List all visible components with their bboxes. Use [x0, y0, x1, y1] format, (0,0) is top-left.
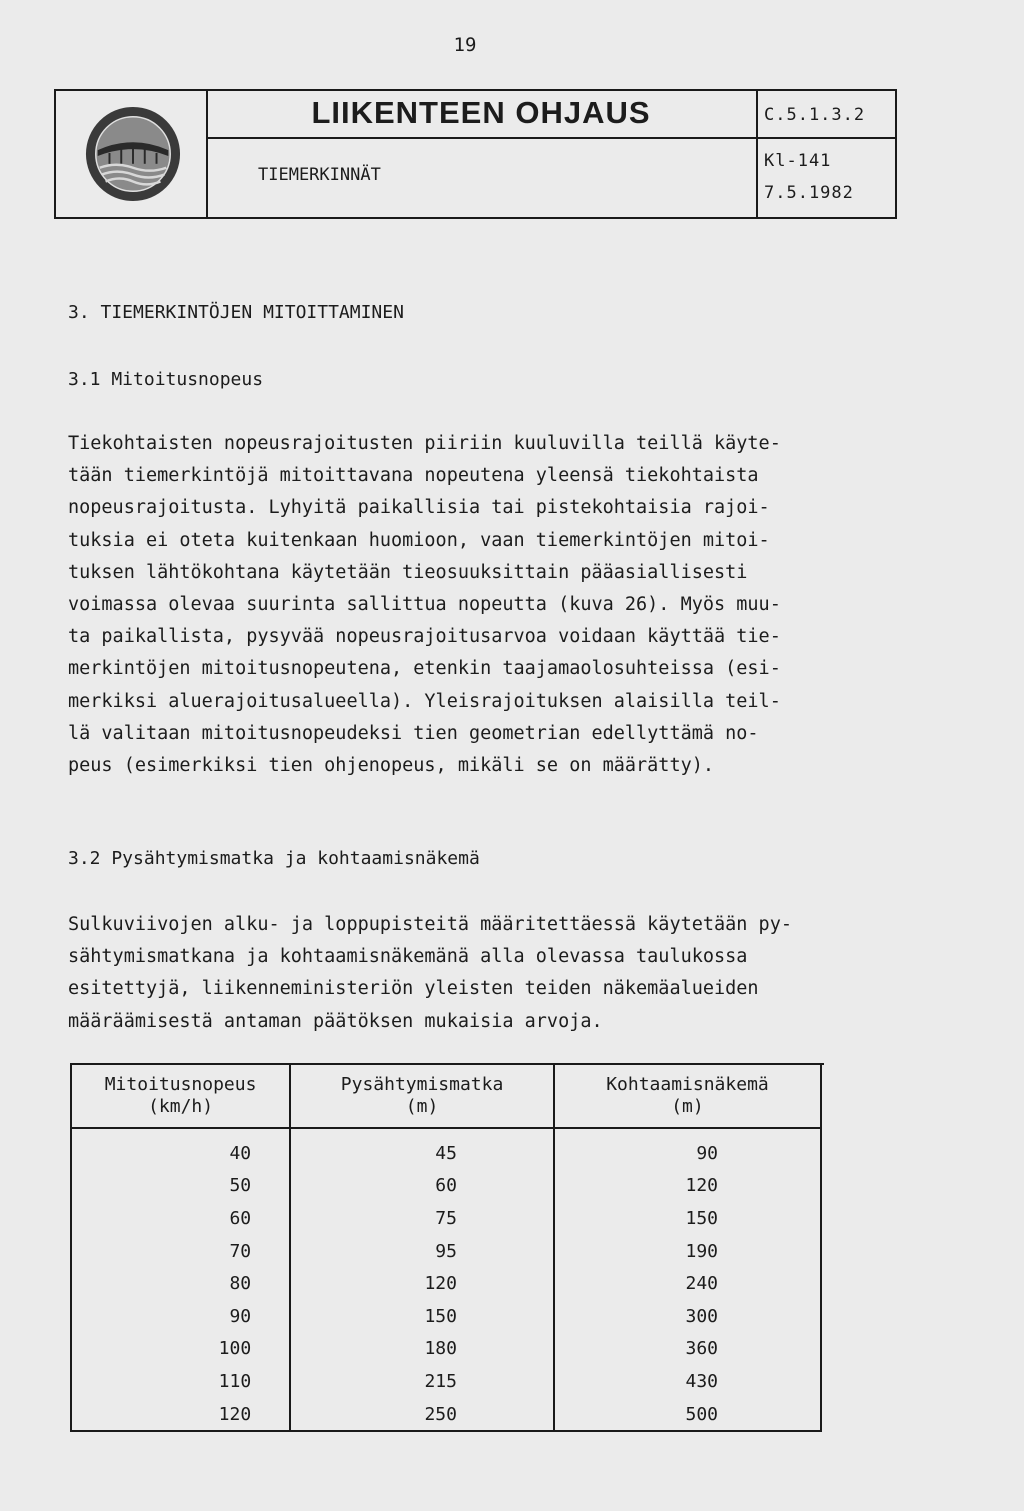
table-row — [71, 1128, 821, 1170]
reference-cell — [756, 137, 896, 219]
cell-speed: 120 — [71, 1398, 290, 1432]
cell-stopping: 45 — [290, 1128, 554, 1170]
table-row — [71, 1267, 821, 1300]
cell-speed: 40 — [71, 1128, 290, 1170]
cell-stopping: 215 — [290, 1365, 554, 1398]
document-date: 7.5.1982 — [764, 183, 854, 203]
subsection-heading-3-1: 3.1 Mitoitusnopeus — [68, 369, 264, 390]
cell-stopping: 150 — [290, 1300, 554, 1333]
cell-stopping: 120 — [290, 1267, 554, 1300]
paragraph-3-1: Tiekohtaisten nopeusrajoitusten piiriin kuuluvilla teillä käyte- tään tiemerkintöjä mitoittavana nopeutena yleensä tiekohtaista nopeusrajoitusta. Lyhyitä paikallisia tai pistekohtaisia rajoi- tuksia ei oteta kuitenkaan huomioon, vaan tiemerkintöjen mitoi- tuksen lähtökohtana käytetään tieosuuksittain pääasiallisesti voimassa olevaa suurinta sallittua nopeutta (kuva 26). Myös muu- ta paikallista, pysyvää nopeusrajoitusarvoa voidaan käyttää tie- merkintöjen mitoitusnopeutena, etenkin taajamaolosuhteissa (esi- merkiksi aluerajoitusalueella). Yleisrajoituksen alaisilla teil- lä valitaan mitoitusnopeudeksi tien geometrian edellyttämä no- peus (esimerkiksi tien ohjenopeus, mikäli se on määrätty). — [68, 433, 781, 777]
header-speed: Mitoitusnopeus (km/h) — [71, 1065, 290, 1128]
table-row — [71, 1170, 821, 1203]
cell-stopping: 180 — [290, 1333, 554, 1366]
table-row — [71, 1300, 821, 1333]
cell-speed: 50 — [71, 1170, 290, 1203]
cell-speed: 90 — [71, 1300, 290, 1333]
cell-speed: 110 — [71, 1365, 290, 1398]
cell-meeting: 430 — [554, 1365, 821, 1398]
subsection-heading-3-2: 3.2 Pysähtymismatka ja kohtaamisnäkemä — [68, 848, 480, 869]
cell-meeting: 90 — [554, 1128, 821, 1170]
table-row — [71, 1333, 821, 1366]
document-subtitle: TIEMERKINNÄT — [258, 165, 381, 185]
section-heading: 3. TIEMERKINTÖJEN MITOITTAMINEN — [68, 302, 404, 323]
document-reference: Kl-141 — [764, 151, 832, 171]
cell-speed: 80 — [71, 1267, 290, 1300]
cell-stopping: 75 — [290, 1202, 554, 1235]
cell-meeting: 150 — [554, 1202, 821, 1235]
cell-meeting: 360 — [554, 1333, 821, 1366]
cell-speed: 100 — [71, 1333, 290, 1366]
table-row — [71, 1365, 821, 1398]
cell-meeting: 240 — [554, 1267, 821, 1300]
cell-speed: 70 — [71, 1235, 290, 1268]
table-row — [71, 1202, 821, 1235]
paragraph-3-2: Sulkuviivojen alku- ja loppupisteitä määritettäessä käytetään py- sähtymismatkana ja kohtaamisnäkemänä alla olevassa taulukossa esitettyjä, liikenneministeriön yleisten teiden näkemäalueiden määräämisestä antaman päätöksen mukaisia arvoja. — [68, 914, 792, 1032]
table-header-row — [71, 1065, 821, 1128]
page-number: 19 — [453, 34, 477, 56]
subtitle-cell — [206, 137, 758, 219]
code-cell — [756, 91, 896, 139]
cell-meeting: 500 — [554, 1398, 821, 1432]
cell-meeting: 120 — [554, 1170, 821, 1203]
cell-stopping: 250 — [290, 1398, 554, 1432]
title-cell — [206, 91, 758, 139]
table-row — [71, 1235, 821, 1268]
document-title: LIIKENTEEN OHJAUS — [311, 95, 651, 130]
cell-stopping: 60 — [290, 1170, 554, 1203]
cell-speed: 60 — [71, 1202, 290, 1235]
document-code: C.5.1.3.2 — [764, 105, 866, 125]
table-row — [71, 1398, 821, 1432]
header-meeting-sight-distance: Kohtaamisnäkemä (m) — [554, 1065, 821, 1128]
logo-cell — [56, 91, 208, 217]
cell-stopping: 95 — [290, 1235, 554, 1268]
road-authority-seal-icon — [84, 105, 182, 203]
cell-meeting: 300 — [554, 1300, 821, 1333]
header-stopping-distance: Pysähtymismatka (m) — [290, 1065, 554, 1128]
document-header — [54, 89, 897, 219]
distance-table — [70, 1065, 822, 1432]
cell-meeting: 190 — [554, 1235, 821, 1268]
